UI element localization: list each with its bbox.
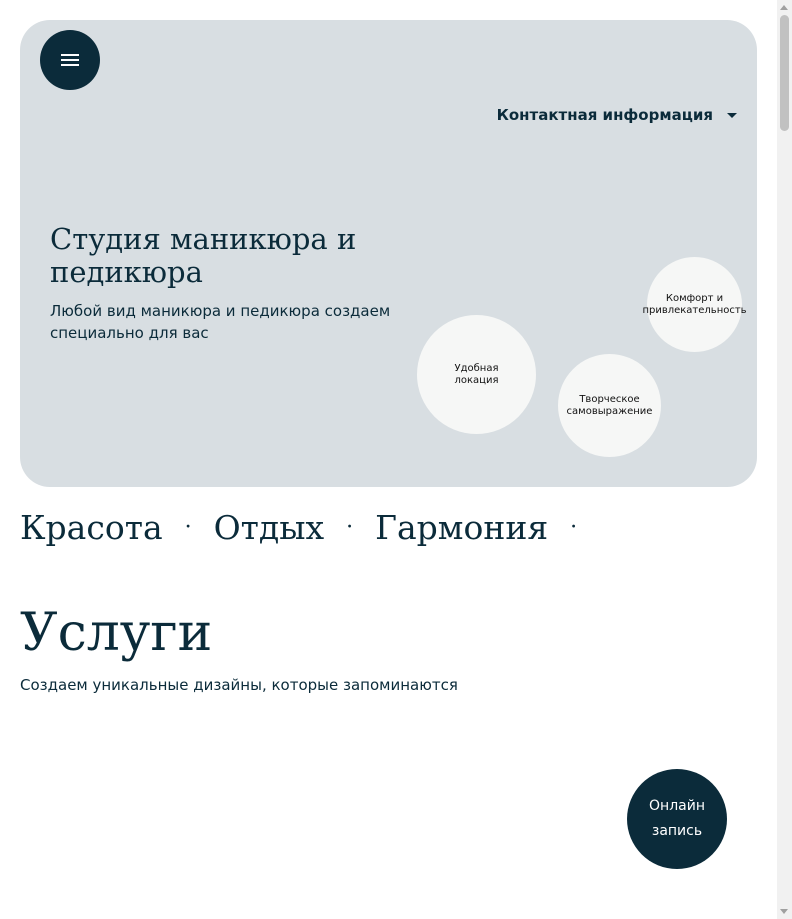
- online-booking-button[interactable]: [627, 769, 727, 869]
- hero-title: Студия маникюра и педикюра: [50, 222, 357, 289]
- ticker-separator: ·: [346, 515, 354, 540]
- feature-bubble-label: Комфорт и привлекательность: [642, 292, 747, 316]
- caret-down-icon: [727, 113, 737, 118]
- ticker-word: Красота: [20, 508, 163, 547]
- feature-bubble-creativity[interactable]: [558, 354, 661, 457]
- hero-subtitle: Любой вид маникюра и педикюра создаем специально для вас: [50, 302, 391, 342]
- scroll-down-arrow-icon[interactable]: [780, 909, 788, 914]
- ticker-word: Отдых: [213, 508, 325, 547]
- contact-info-label: Контактная информация: [496, 106, 713, 124]
- scrollbar-thumb[interactable]: [780, 15, 789, 131]
- feature-bubble-comfort[interactable]: [642, 257, 747, 352]
- online-booking-label: Онлайн запись: [649, 798, 705, 839]
- ticker-word: Гармония: [375, 508, 549, 547]
- hero-section: [20, 20, 757, 487]
- feature-bubble-location[interactable]: [417, 315, 536, 434]
- ticker-strip: [20, 508, 599, 547]
- hamburger-icon: [61, 54, 79, 66]
- vertical-scrollbar[interactable]: [777, 0, 792, 919]
- menu-button[interactable]: [40, 30, 100, 90]
- services-subtitle: Создаем уникальные дизайны, которые запоминаются: [20, 676, 458, 694]
- ticker-separator: ·: [184, 515, 192, 540]
- services-title: Услуги: [20, 603, 213, 663]
- ticker-separator: ·: [570, 515, 578, 540]
- feature-bubble-label: Удобная локация: [454, 362, 499, 386]
- feature-bubble-label: Творческое самовыражение: [566, 393, 653, 417]
- contact-info-dropdown[interactable]: [497, 106, 737, 124]
- scroll-up-arrow-icon[interactable]: [780, 5, 788, 10]
